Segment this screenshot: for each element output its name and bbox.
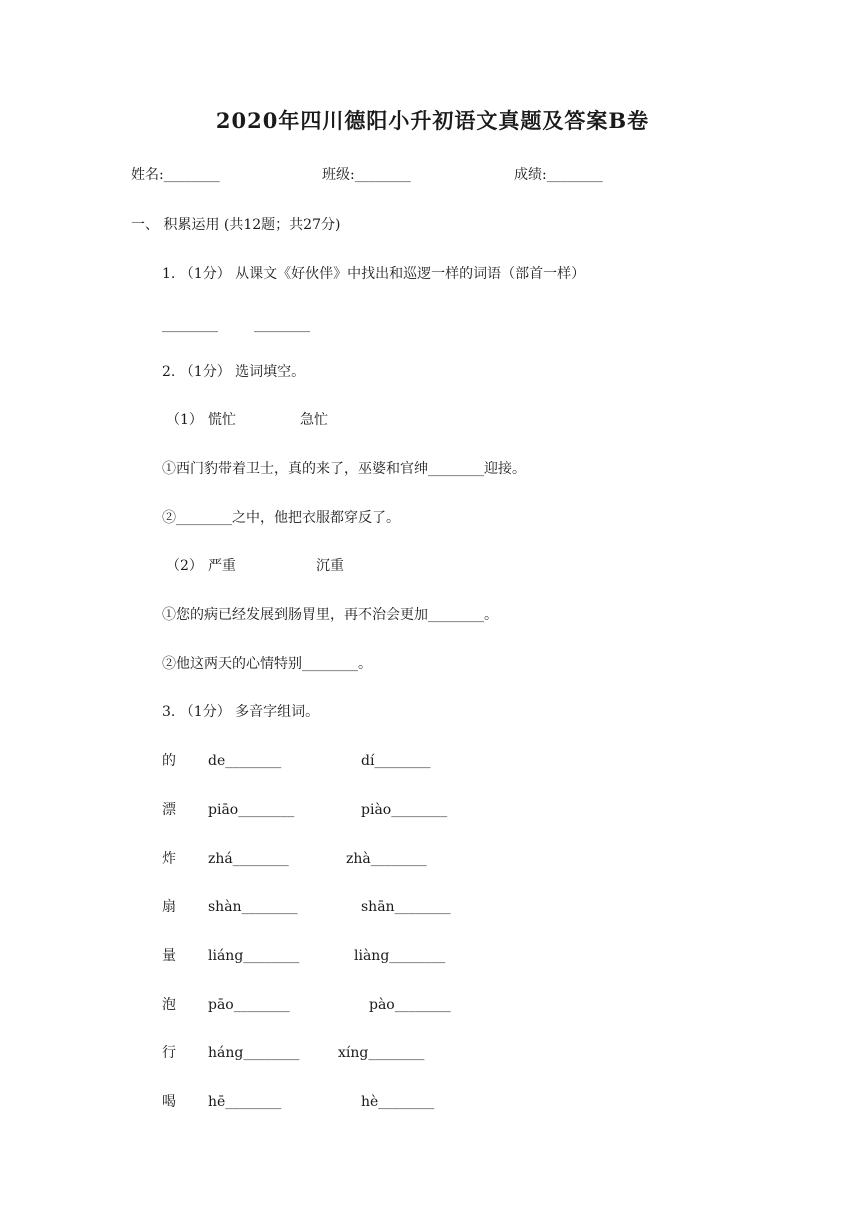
question-1-blank-2: ________ <box>254 317 310 333</box>
question-1-blank-1: ________ <box>162 317 218 333</box>
polyphone-char: 漂 <box>162 802 176 818</box>
polyphone-pinyin-2: piào________ <box>361 802 448 818</box>
question-2-group-1-word-2: 急忙 <box>300 412 328 428</box>
polyphone-char: 喝 <box>162 1094 176 1110</box>
polyphone-char: 扇 <box>162 899 176 915</box>
name-field: 姓名:________ <box>131 167 220 183</box>
question-1-text: 1. （1分） 从课文《好伙伴》中找出和巡逻一样的词语（部首一样） <box>162 266 586 282</box>
polyphone-pinyin-2: xíng________ <box>338 1045 425 1061</box>
question-2-line-3: ①您的病已经发展到肠胃里，再不治会更加________。 <box>162 607 498 623</box>
polyphone-pinyin-1: liáng________ <box>208 948 300 964</box>
polyphone-pinyin-1: zhá________ <box>208 851 289 867</box>
question-3-text: 3. （1分） 多音字组词。 <box>162 704 320 720</box>
polyphone-pinyin-2: liàng________ <box>354 948 446 964</box>
polyphone-pinyin-2: shān________ <box>361 899 451 915</box>
polyphone-pinyin-1: shàn________ <box>208 899 298 915</box>
polyphone-pinyin-2: zhà________ <box>346 851 427 867</box>
polyphone-pinyin-1: háng________ <box>208 1045 300 1061</box>
polyphone-char: 量 <box>162 948 176 964</box>
question-2-line-1: ①西门豹带着卫士，真的来了，巫婆和官绅________迎接。 <box>162 461 526 477</box>
question-2-group-1-word-1: 慌忙 <box>208 412 236 428</box>
section-heading: 一、 积累运用 (共12题；共27分) <box>131 217 341 233</box>
score-field: 成绩:________ <box>514 167 603 183</box>
question-2-text: 2. （1分） 选词填空。 <box>162 364 306 380</box>
question-2-group-1-label: （1） <box>166 412 203 428</box>
polyphone-char: 炸 <box>162 851 176 867</box>
question-2-group-2-label: （2） <box>166 558 203 574</box>
polyphone-pinyin-1: piāo________ <box>208 802 295 818</box>
question-2-line-2: ②________之中，他把衣服都穿反了。 <box>162 510 400 526</box>
polyphone-char: 的 <box>162 753 176 769</box>
page-title: 2020年四川德阳小升初语文真题及答案B卷 <box>215 108 650 133</box>
polyphone-pinyin-2: dí________ <box>361 753 431 769</box>
polyphone-char: 泡 <box>162 997 176 1013</box>
question-2-group-2-word-1: 严重 <box>208 558 236 574</box>
question-2-line-4: ②他这两天的心情特别________。 <box>162 656 372 672</box>
polyphone-pinyin-1: de________ <box>208 753 282 769</box>
polyphone-pinyin-2: pào________ <box>369 997 451 1013</box>
question-2-group-2-word-2: 沉重 <box>316 558 344 574</box>
class-field: 班级:________ <box>322 167 411 183</box>
polyphone-pinyin-1: hē________ <box>208 1094 282 1110</box>
polyphone-char: 行 <box>162 1045 176 1061</box>
polyphone-pinyin-2: hè________ <box>361 1094 435 1110</box>
polyphone-pinyin-1: pāo________ <box>208 997 290 1013</box>
